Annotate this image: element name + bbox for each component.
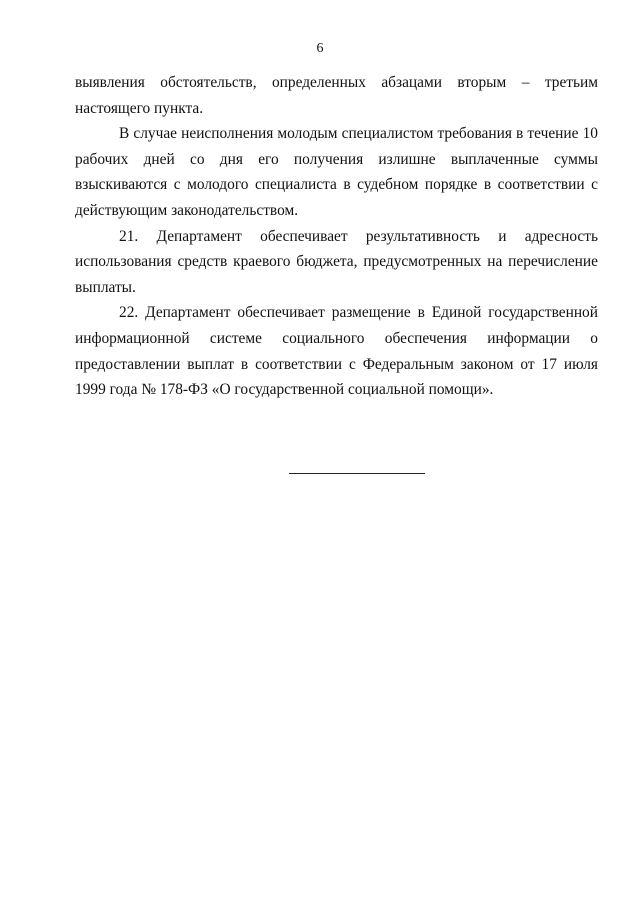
page-number: 6 [316,41,324,56]
end-separator-line [289,473,425,474]
paragraph-item-21: 21. Департамент обеспечивает результативность и адресность использования средств краевого бюджета, предусмотренных на перечисление выплаты. [75,227,598,296]
document-body [75,70,598,403]
paragraph-continuation: выявления обстоятельств, определенных абзацами вторым – третьим настоящего пункта. [75,74,598,117]
paragraph-item-22: 22. Департамент обеспечивает размещение в Единой государственной информационной системе социального обеспечения информации о предоставлении выплат в соответствии с Федеральным законом от 17 июля 1999 года № 178-ФЗ «О государственной социальной помощи». [75,304,598,399]
paragraph-refund-requirement: В случае неисполнения молодым специалистом требования в течение 10 рабочих дней со дня его получения излишне выплаченные суммы взыскиваются с молодого специалиста в судебном порядке в соответствии с действующим законодательством. [75,125,598,219]
